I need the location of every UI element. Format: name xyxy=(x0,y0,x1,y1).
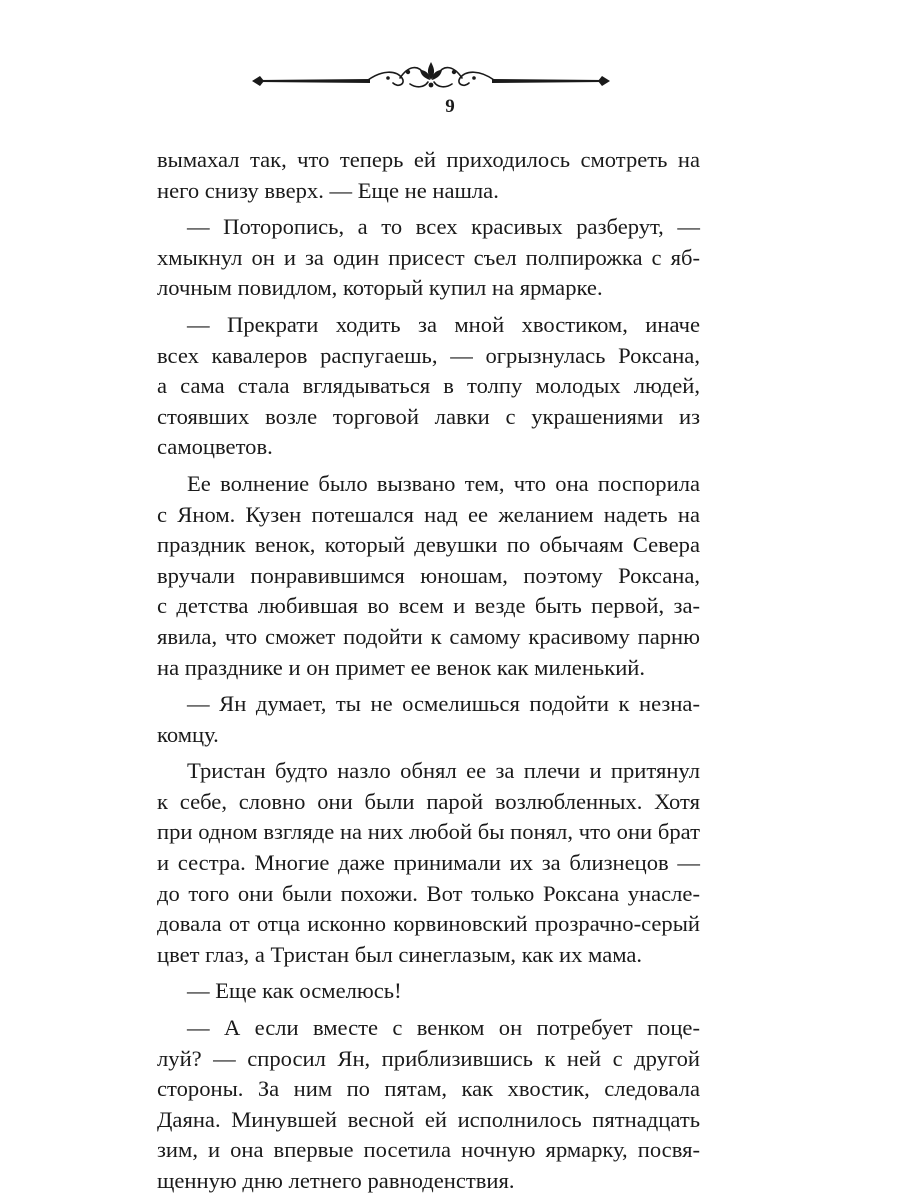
text-line: цвет глаз, а Тристан был синеглазым, как их мама. xyxy=(157,941,643,967)
text-line: а сама стала вглядываться в толпу молодых людей, xyxy=(157,373,700,399)
text-line: праздник венок, который девушки по обычаям Севера xyxy=(157,532,700,558)
text-line: хмыкнул он и за один присест съел полпирожка с яб- xyxy=(157,244,700,270)
body-text xyxy=(157,145,700,1197)
text-line: до того они были похожи. Вот только Роксана унасле- xyxy=(157,880,700,906)
text-line: на празднике и он примет ее венок как миленький. xyxy=(157,654,646,680)
text-line: Ее волнение было вызвано тем, что она поспорила xyxy=(187,470,700,496)
paragraph xyxy=(157,310,700,463)
text-line: стоявших возле торговой лавки с украшениями из xyxy=(157,403,700,429)
text-line: довала от отца исконно корвиновский прозрачно-серый xyxy=(157,911,700,937)
text-line: с Яном. Кузен потешался над ее желанием надеть на xyxy=(157,501,700,527)
page-number: 9 xyxy=(445,96,455,117)
paragraph xyxy=(157,212,700,304)
text-line: самоцветов. xyxy=(157,434,273,460)
paragraph xyxy=(157,1013,700,1197)
decorative-divider-icon xyxy=(250,58,612,98)
text-line: лочным повидлом, который купил на ярмарке. xyxy=(157,275,603,301)
text-line: стороны. За ним по пятам, как хвостик, следовала xyxy=(157,1076,700,1102)
text-line: и сестра. Многие даже принимали их за близнецов — xyxy=(157,850,700,876)
text-line: при одном взгляде на них любой бы понял, что они брат xyxy=(157,819,700,845)
paragraph xyxy=(157,469,700,683)
text-line: вручали понравившимся юношам, поэтому Роксана, xyxy=(157,562,700,588)
paragraph xyxy=(157,976,700,1007)
paragraph xyxy=(157,689,700,750)
text-line: Тристан будто назло обнял ее за плечи и притянул xyxy=(187,758,700,784)
text-line: явила, что сможет подойти к самому красивому парню xyxy=(157,623,700,649)
text-line: зим, и она впервые посетила ночную ярмарку, посвя- xyxy=(157,1137,700,1163)
paragraph xyxy=(157,756,700,970)
text-line: к себе, словно они были парой возлюбленных. Хотя xyxy=(157,788,700,814)
text-line: Даяна. Минувшей весной ей исполнилось пятнадцать xyxy=(157,1106,700,1132)
text-line: — Поторопись, а то всех красивых разберут, — xyxy=(187,214,700,240)
paragraph xyxy=(157,145,700,206)
text-line: всех кавалеров распугаешь, — огрызнулась Роксана, xyxy=(157,342,700,368)
text-line: него снизу вверх. — Еще не нашла. xyxy=(157,177,499,203)
text-line: — Прекрати ходить за мной хвостиком, иначе xyxy=(187,311,700,337)
text-line: — Еще как осмелюсь! xyxy=(187,978,402,1004)
text-line: вымахал так, что теперь ей приходилось смотреть на xyxy=(157,147,700,172)
text-line: щенную дню летнего равноденствия. xyxy=(157,1168,515,1193)
text-line: с детства любившая во всем и везде быть первой, за- xyxy=(157,593,700,619)
text-line: — Ян думает, ты не осмелишься подойти к незна- xyxy=(187,691,700,717)
text-line: комцу. xyxy=(157,721,219,747)
text-line: — А если вместе с венком он потребует поце- xyxy=(187,1015,700,1041)
text-line: луй? — спросил Ян, приблизившись к ней с другой xyxy=(157,1045,700,1071)
